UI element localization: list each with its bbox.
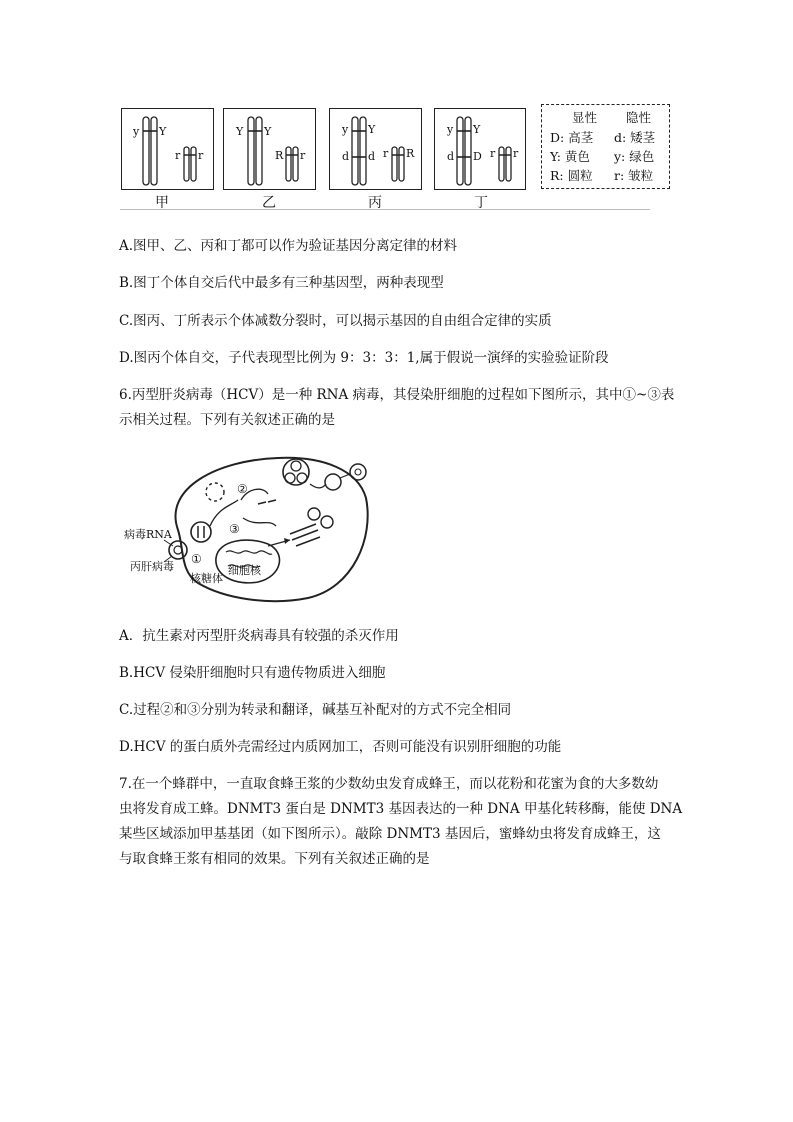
allele-label: r [300, 149, 306, 162]
q6-option-b: B.HCV 侵染肝细胞时只有遗传物质进入细胞 [119, 665, 386, 681]
panel-label: 甲 [155, 195, 169, 211]
panel-bing [329, 108, 422, 190]
panel-yi [223, 108, 316, 190]
allele-label: r [198, 149, 204, 162]
chromosome-diagram [435, 109, 525, 188]
panel-label: 乙 [262, 195, 276, 211]
process-mark-1: ① [191, 552, 202, 566]
allele-label: D [473, 150, 482, 163]
allele-label: R [406, 147, 415, 160]
allele-label: d [447, 150, 455, 163]
trait-legend [541, 104, 670, 189]
legend-recessive: r: 皱粒 [614, 168, 654, 183]
q6-stem-line1: 6.丙型肝炎病毒（HCV）是一种 RNA 病毒，其侵染肝细胞的过程如下图所示，其中①~③表 [119, 387, 675, 403]
allele-label: d [342, 150, 350, 163]
allele-label: r [513, 147, 519, 160]
allele-label: y [133, 125, 140, 138]
legend-recessive: y: 绿色 [614, 149, 655, 164]
allele-label: Y [264, 125, 272, 138]
q5-option-a: A.图甲、乙、丙和丁都可以作为验证基因分离定律的材料 [119, 238, 458, 254]
allele-label: y [447, 123, 454, 136]
allele-label: r [383, 147, 389, 160]
legend-header-dominant: 显性 [572, 110, 598, 125]
allele-label: d [368, 150, 376, 163]
q7-line3: 某些区域添加甲基基团（如下图所示）。敲除 DNMT3 基因后，蜜蜂幼虫将发育成蜂王，这 [119, 826, 661, 842]
panel-jia [121, 108, 214, 190]
label-nucleus: 细胞核 [228, 564, 261, 577]
q6-stem-line2: 示相关过程。下列有关叙述正确的是 [119, 412, 335, 428]
panel-label: 丙 [368, 195, 382, 211]
legend-dominant: Y: 黄色 [550, 149, 590, 164]
allele-label: Y [473, 123, 481, 136]
q5-option-b: B.图丁个体自交后代中最多有三种基因型，两种表现型 [119, 275, 444, 291]
allele-label: Y [159, 125, 167, 138]
panel-label: 丁 [474, 195, 488, 211]
q7-line4: 与取食蜂王浆有相同的效果。下列有关叙述正确的是 [119, 851, 430, 867]
label-ribosome: 核糖体 [190, 572, 223, 585]
label-viral-rna: 病毒RNA [124, 528, 172, 541]
legend-header-recessive: 隐性 [626, 110, 652, 125]
allele-label: y [342, 123, 349, 136]
allele-label: r [175, 149, 181, 162]
figure-baseline [120, 209, 650, 210]
q7-line1: 7.在一个蜂群中，一直取食蜂王浆的少数幼虫发育成蜂王，而以花粉和花蜜为食的大多数幼 [119, 776, 659, 792]
q5-option-c: C.图丙、丁所表示个体减数分裂时，可以揭示基因的自由组合定律的实质 [119, 313, 552, 329]
legend-dominant: D: 高茎 [550, 130, 594, 145]
q6-option-d: D.HCV 的蛋白质外壳需经过内质网加工，否则可能没有识别肝细胞的功能 [119, 739, 562, 755]
panel-ding [434, 108, 526, 190]
allele-label: R [275, 149, 284, 162]
q6-option-c: C.过程②和③分别为转录和翻译，碱基互补配对的方式不完全相同 [119, 702, 512, 718]
hcv-infection-figure [118, 448, 380, 608]
allele-label: Y [368, 123, 376, 136]
legend-dominant: R: 圆粒 [550, 168, 593, 183]
allele-label: r [490, 147, 496, 160]
q6-option-a: A．抗生素对丙型肝炎病毒具有较强的杀灭作用 [119, 628, 399, 644]
q5-option-d: D.图丙个体自交，子代表现型比例为 9：3：3：1,属于假说一演绎的实验验证阶段 [119, 350, 609, 366]
label-hcv: 丙肝病毒 [130, 560, 174, 573]
process-mark-3: ③ [229, 522, 240, 536]
q7-line2: 虫将发育成工蜂。DNMT3 蛋白是 DNMT3 基因表达的一种 DNA 甲基化转移酶，能使 DNA [119, 801, 683, 817]
legend-recessive: d: 矮茎 [614, 130, 656, 145]
allele-label: Y [236, 125, 244, 138]
process-mark-2: ② [237, 482, 248, 496]
